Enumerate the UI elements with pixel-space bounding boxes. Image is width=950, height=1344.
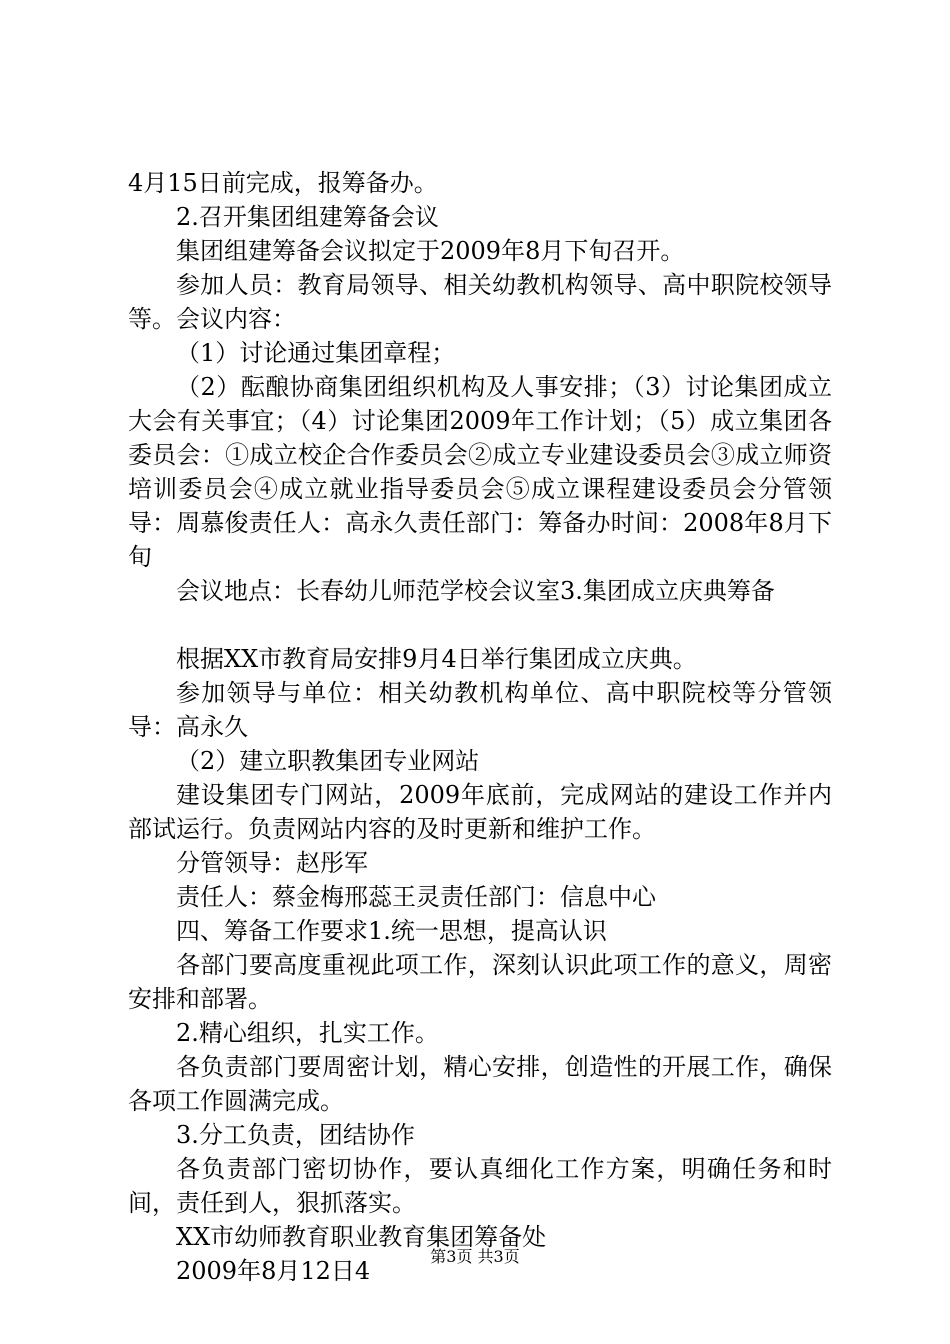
paragraph-meeting-location: 会议地点：长春幼儿师范学校会议室3.集团成立庆典筹备 <box>176 577 775 605</box>
paragraph-ceremony-leaders: 参加领导与单位：相关幼教机构单位、高中职院校等分管领导：高永久 <box>128 679 832 741</box>
paragraph-item-1: （1）讨论通过集团章程； <box>176 339 456 367</box>
signature-date: 2009年8月12日4 <box>176 1257 371 1285</box>
page-footer: 第3页 共3页 <box>430 1247 520 1266</box>
document-body <box>128 166 832 1288</box>
signature-organization: XX市幼师教育职业教育集团筹备处 <box>176 1223 547 1251</box>
paragraph-ceremony-date: 根据XX市教育局安排9月4日举行集团成立庆典。 <box>176 645 697 673</box>
heading-prep-meeting: 2.召开集团组建筹备会议 <box>176 203 439 231</box>
paragraph-item-2-5: （2）酝酿协商集团组织机构及人事安排；（3）讨论集团成立大会有关事宜；（4）讨论集团2009年工作计划；（5）成立集团各委员会：①成立校企合作委员会②成立专业建设委员会③成立师资培训委员会④成立就业指导委员会⑤成立课程建设委员会分管领导：周慕俊责任人：高永久责任部门：筹备办时间：2008年8月下旬 <box>128 373 832 571</box>
paragraph-website-leader: 分管领导：赵彤军 <box>176 849 368 877</box>
paragraph-gap <box>128 608 832 642</box>
paragraph-meeting-date: 集团组建筹备会议拟定于2009年8月下旬召开。 <box>176 237 685 265</box>
paragraph-participants: 参加人员：教育局领导、相关幼教机构领导、高中职院校领导等。会议内容： <box>128 271 832 333</box>
heading-website: （2）建立职教集团专业网站 <box>176 747 480 775</box>
heading-requirement-3: 3.分工负责，团结协作 <box>176 1121 415 1149</box>
paragraph-deadline: 4月15日前完成，报筹备办。 <box>128 169 438 197</box>
paragraph-requirement-2: 各负责部门要周密计划，精心安排，创造性的开展工作，确保各项工作圆满完成。 <box>128 1053 832 1115</box>
paragraph-website-build: 建设集团专门网站，2009年底前，完成网站的建设工作并内部试运行。负责网站内容的及时更新和维护工作。 <box>128 781 832 843</box>
paragraph-website-responsible: 责任人：蔡金梅邢蕊王灵责任部门：信息中心 <box>176 883 656 911</box>
heading-requirements: 四、筹备工作要求1.统一思想，提高认识 <box>176 917 607 945</box>
paragraph-requirement-3: 各负责部门密切协作，要认真细化工作方案，明确任务和时间，责任到人，狠抓落实。 <box>128 1155 832 1217</box>
paragraph-requirement-1: 各部门要高度重视此项工作，深刻认识此项工作的意义，周密安排和部署。 <box>128 951 832 1013</box>
heading-requirement-2: 2.精心组织，扎实工作。 <box>176 1019 439 1047</box>
